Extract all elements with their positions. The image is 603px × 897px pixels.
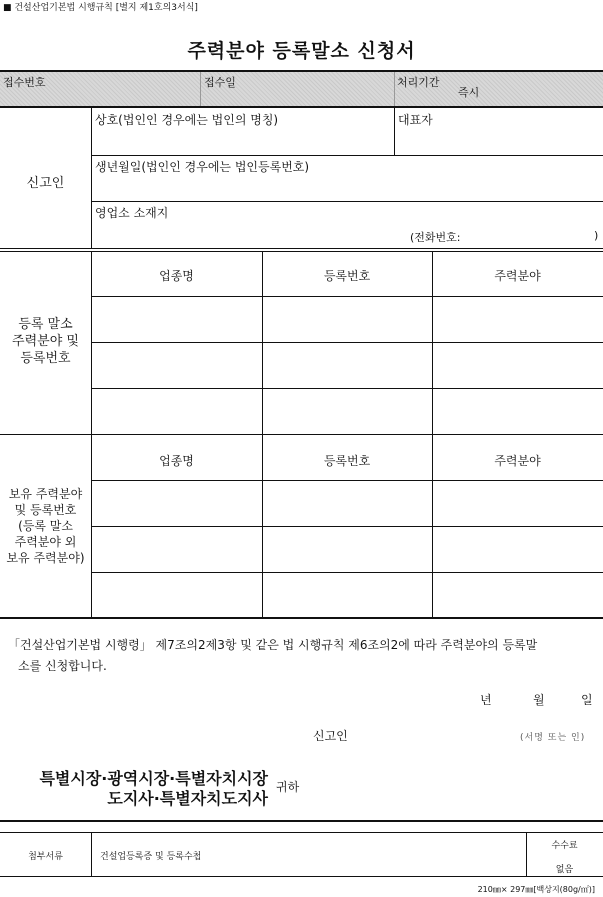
page-title: 주력분야 등록말소 신청서 xyxy=(187,40,416,62)
processing-period-label: 처리기간 xyxy=(397,76,440,89)
processing-period-value: 즉시 xyxy=(458,86,480,99)
retain-label-line: 및 등록번호 xyxy=(14,503,77,517)
divider xyxy=(91,480,603,481)
divider xyxy=(0,617,603,619)
retain-label-line: 보유 주력분야) xyxy=(6,551,85,565)
divider xyxy=(91,342,603,343)
divider xyxy=(200,72,201,106)
representative-label: 대표자 xyxy=(398,113,433,127)
retain-label-line: 보유 주력분야 xyxy=(8,487,83,501)
phone-label: (전화번호: xyxy=(410,231,461,244)
attachment-content: 건설업등록증 및 등록수첩 xyxy=(100,852,202,862)
column-header-registration-no: 등록번호 xyxy=(323,454,371,468)
divider xyxy=(0,820,603,822)
form-reference: ■ 건설산업기본법 시행규칙 [별지 제1호의3서식] xyxy=(3,3,198,13)
retain-section-label xyxy=(0,486,91,566)
company-name-label: 상호(법인인 경우에는 법인의 명칭) xyxy=(95,113,279,127)
applicant-section-label: 신고인 xyxy=(26,176,65,191)
date-year: 년 xyxy=(480,693,492,707)
divider xyxy=(91,296,603,297)
divider xyxy=(0,876,603,877)
divider xyxy=(0,248,603,249)
addressee-line-1: 특별시장·광역시장·특별자치시장 xyxy=(39,769,268,788)
addressee-suffix: 귀하 xyxy=(276,780,300,794)
cancel-section-label xyxy=(0,316,91,367)
receipt-number-label: 접수번호 xyxy=(3,76,46,89)
divider xyxy=(91,108,92,248)
divider xyxy=(91,572,603,573)
divider xyxy=(91,201,603,202)
divider xyxy=(91,155,603,156)
retain-label-line: 주력분야 외 xyxy=(14,535,77,549)
statement-line-1: 「건설산업기본법 시행령」 제7조의2제3항 및 같은 법 시행규칙 제6조의2에 따라 주력분야의 등록말 xyxy=(8,638,538,652)
statement-line-2: 소를 신청합니다. xyxy=(18,659,107,673)
fee-label: 수수료 xyxy=(551,841,578,851)
cancel-label-line: 등록 말소 xyxy=(18,317,73,332)
date-day: 일 xyxy=(581,693,593,707)
addressee-line-2: 도지사·특별자치도지사 xyxy=(107,789,268,808)
date-month: 월 xyxy=(533,693,545,707)
column-header-business-type: 업종명 xyxy=(159,269,194,283)
column-header-business-type: 업종명 xyxy=(159,454,194,468)
paper-spec: 210㎜× 297㎜[백상지(80g/㎡)] xyxy=(477,885,595,894)
divider xyxy=(91,833,92,876)
office-address-label: 영업소 소재지 xyxy=(95,206,169,220)
birth-date-label: 생년월일(법인인 경우에는 법인등록번호) xyxy=(95,160,310,174)
column-header-main-field: 주력분야 xyxy=(494,454,541,468)
fee-value: 없음 xyxy=(555,865,574,875)
receipt-date-label: 접수일 xyxy=(204,76,236,89)
cancel-label-line: 등록번호 xyxy=(20,351,71,366)
divider xyxy=(91,526,603,527)
receipt-row xyxy=(0,72,603,106)
column-header-main-field: 주력분야 xyxy=(494,269,541,283)
phone-close: ) xyxy=(594,229,599,242)
divider xyxy=(394,72,395,106)
divider xyxy=(91,388,603,389)
divider xyxy=(394,108,395,155)
retain-label-line: (등록 말소 xyxy=(18,519,73,533)
signature-applicant-label: 신고인 xyxy=(313,729,348,743)
signature-hint: (서명 또는 인) xyxy=(520,733,586,743)
attachment-label: 첨부서류 xyxy=(28,852,63,862)
column-header-registration-no: 등록번호 xyxy=(323,269,371,283)
cancel-label-line: 주력분야 및 xyxy=(12,334,79,349)
